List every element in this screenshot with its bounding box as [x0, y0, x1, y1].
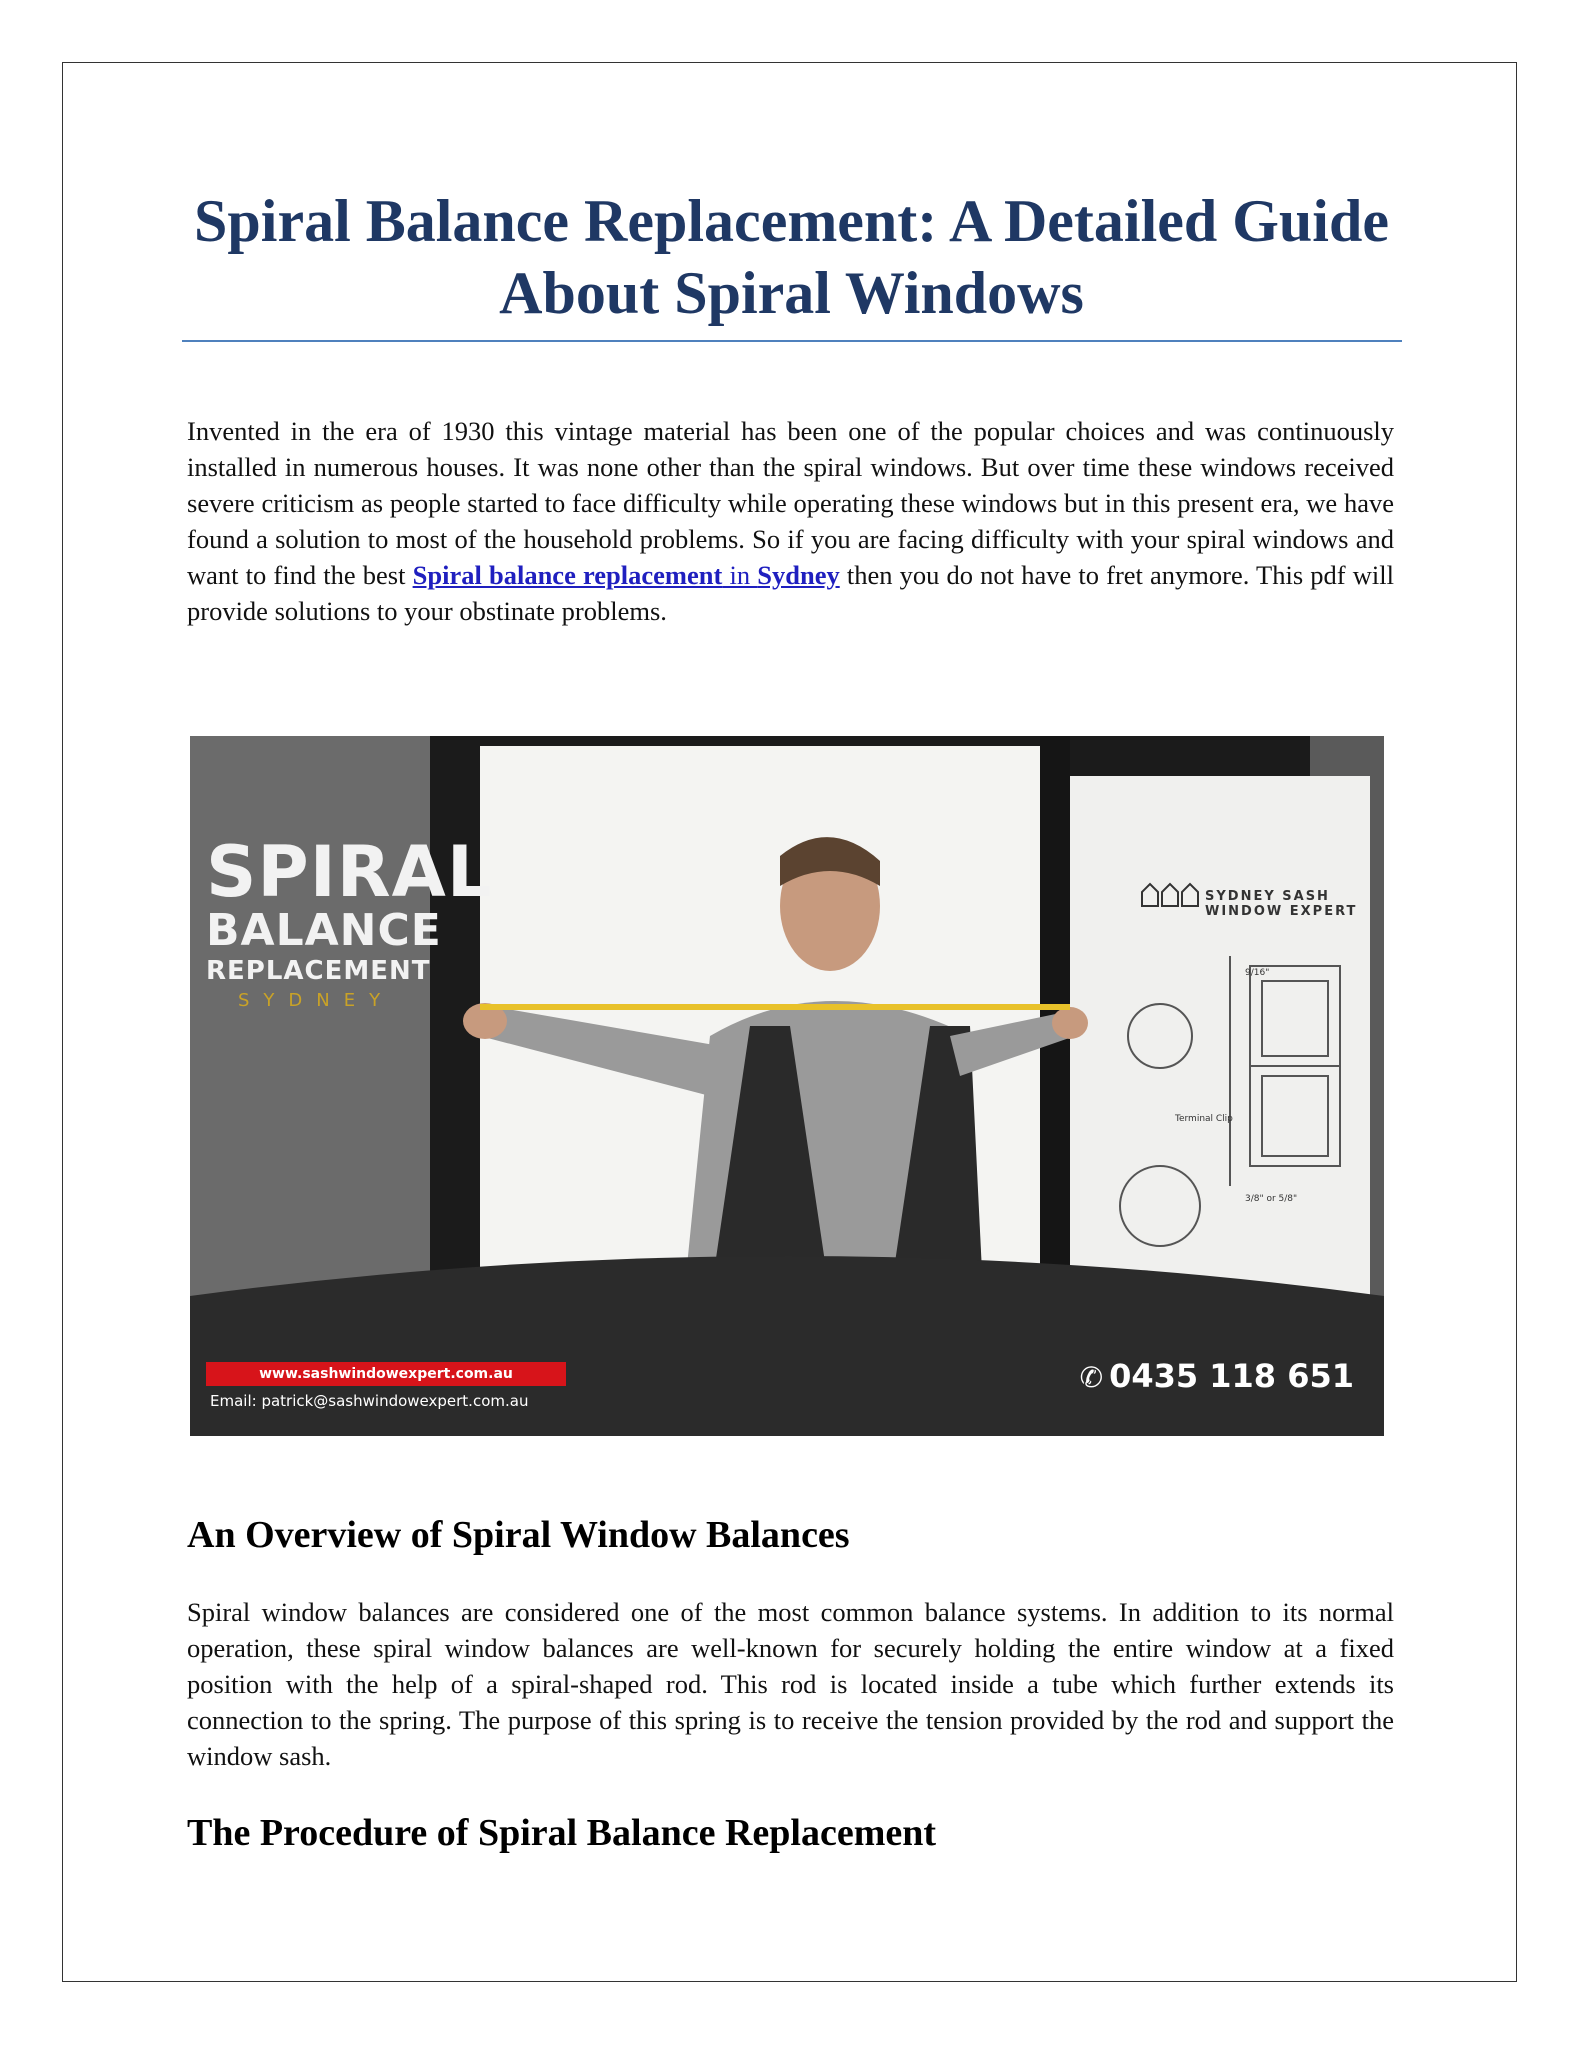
spiral-balance-link[interactable]: Spiral balance replacement — [412, 560, 723, 590]
document-title: Spiral Balance Replacement: A Detailed Guide About Spiral Windows — [194, 188, 1389, 326]
intro-text-part1: Invented in the era of 1930 this vintage material has been one of the popular choices and was continuously installed in numerous houses. It was none other than the spiral windows. But over time these windows received severe criticism as people started to face difficulty while operating these windows but in this present era, we have found a solution to most of the household problems. So if you are facing difficulty with your spiral windows and want to find the best — [187, 416, 1394, 590]
diagram-label-top: 9/16" — [1245, 968, 1270, 978]
title-underline — [182, 340, 1402, 342]
overview-paragraph: Spiral window balances are considered one of the most common balance systems. In addition to its normal operation, these spiral window balances are well-known for securely holding the entire window at a fixed position with the help of a spiral-shaped rod. This rod is located inside a tube which further extends its connection to the spring. The purpose of this spring is to receive the tension provided by the rod and support the window sash. — [187, 1597, 1394, 1771]
intro-paragraph — [187, 413, 1394, 629]
banner-title-balance: BALANCE — [206, 905, 442, 956]
intro-text-part2: then you do not have to fret anymore. This pdf will provide solutions to your obstinate problems. — [187, 560, 1395, 626]
banner-website: www.sashwindowexpert.com.au — [206, 1362, 566, 1386]
phone-icon: ✆ — [1079, 1361, 1104, 1394]
diagram-label-clip: Terminal Clip — [1175, 1114, 1233, 1124]
company-logo — [1205, 884, 1357, 924]
banner-phone-number: 0435 118 651 — [1109, 1357, 1354, 1395]
sydney-link[interactable]: Sydney — [757, 560, 840, 590]
logo-text — [1205, 889, 1357, 919]
banner-email: Email: patrick@sashwindowexpert.com.au — [210, 1392, 529, 1410]
banner-title-replacement: REPLACEMENT — [206, 956, 431, 986]
hero-banner-image — [190, 736, 1384, 1436]
banner-title-spiral: SPIRAL — [206, 831, 493, 913]
logo-line-2: WINDOW EXPERT — [1205, 904, 1358, 919]
banner-phone — [1080, 1356, 1354, 1398]
heading-procedure: The Procedure of Spiral Balance Replacement — [187, 1812, 936, 1854]
link-in-text[interactable]: in — [722, 560, 758, 590]
diagram-label-bottom: 3/8" or 5/8" — [1245, 1194, 1298, 1204]
logo-line-1: SYDNEY SASH — [1205, 889, 1330, 904]
banner-title-sydney: SYDNEY — [238, 990, 395, 1011]
heading-overview: An Overview of Spiral Window Balances — [187, 1514, 850, 1556]
